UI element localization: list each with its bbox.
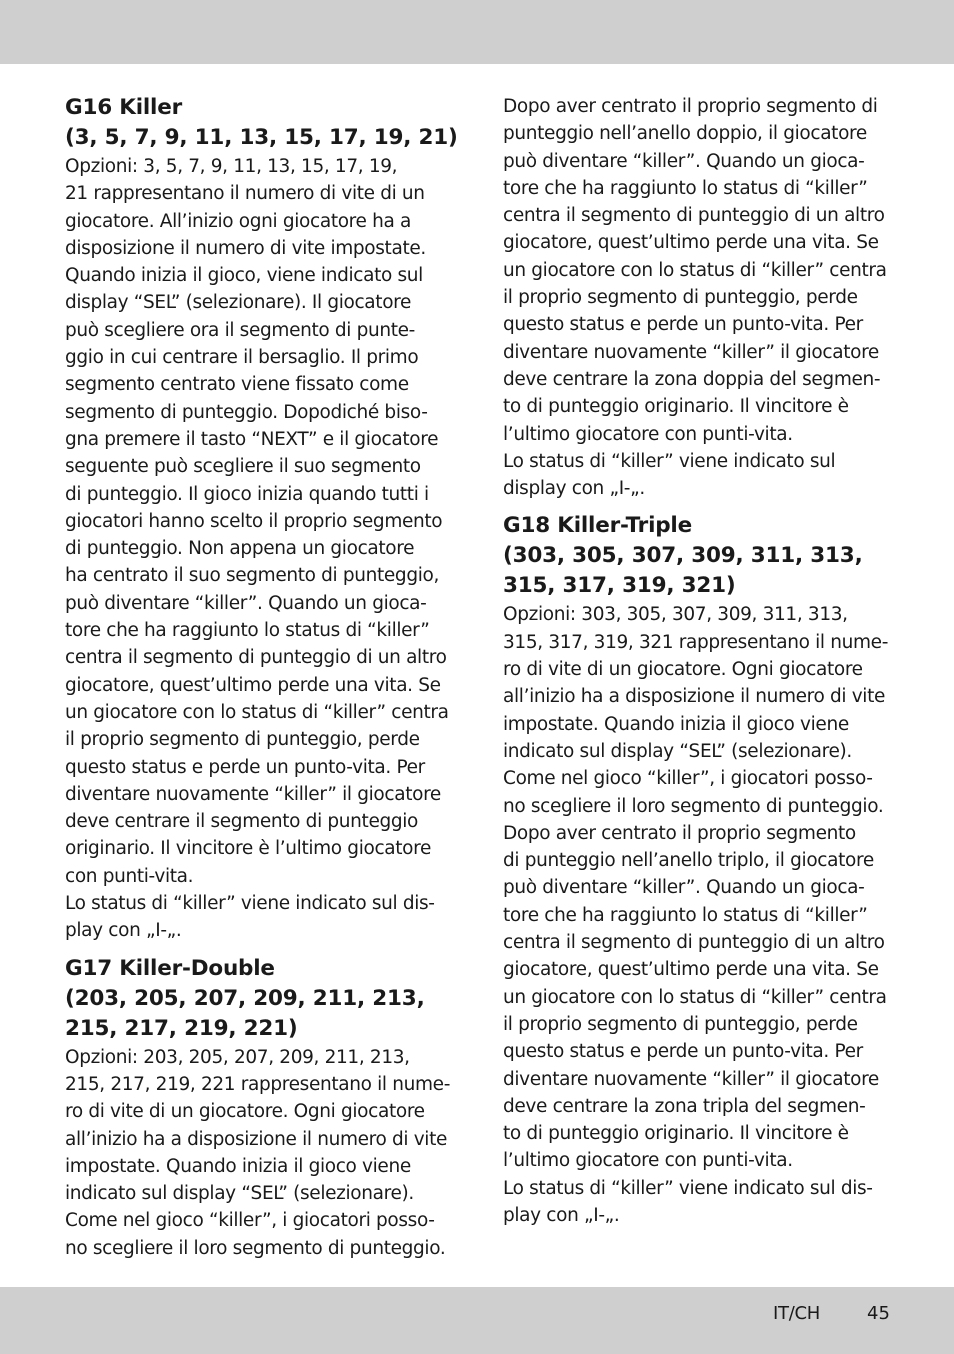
- body-line: no scegliere il loro segmento di punteggio.: [503, 795, 884, 817]
- g18-heading-line-1: G18 Killer-Triple: [503, 513, 692, 539]
- body-line: play con „I-„.: [503, 1204, 620, 1226]
- page-number: 45: [867, 1303, 890, 1324]
- body-line: giocatore, quest’ultimo perde una vita. Se: [503, 959, 879, 981]
- body-line: Lo status di “killer” viene indicato sul dis-: [503, 1177, 873, 1199]
- body-line: questo status e perde un punto-vita. Per: [503, 314, 863, 336]
- g18-body: [503, 601, 893, 1229]
- body-line: originario. Il vincitore è l’ultimo giocatore: [65, 838, 432, 860]
- body-line: deve centrare la zona tripla del segmen-: [503, 1095, 866, 1117]
- body-line: display “SEL” (selezionare). Il giocatore: [65, 292, 412, 314]
- g18-heading-line-3: 315, 317, 319, 321): [503, 573, 736, 599]
- g16-heading-line-2: (3, 5, 7, 9, 11, 13, 15, 17, 19, 21): [65, 125, 458, 150]
- body-line: Dopo aver centrato il proprio segmento di: [503, 96, 878, 117]
- body-line: to di punteggio originario. Il vincitore è: [503, 1123, 849, 1145]
- body-line: un giocatore con lo status di “killer” centra: [65, 701, 449, 723]
- body-line: Quando inizia il gioco, viene indicato sul: [65, 265, 423, 287]
- g18-heading-line-2: (303, 305, 307, 309, 311, 313,: [503, 543, 863, 569]
- body-line: centra il segmento di punteggio di un altro: [503, 205, 885, 227]
- body-line: indicato sul display “SEL” (selezionare).: [65, 1183, 414, 1205]
- body-line: tore che ha raggiunto lo status di “killer”: [503, 904, 868, 926]
- body-line: può scegliere ora il segmento di punte-: [65, 319, 415, 341]
- body-line: questo status e perde un punto-vita. Per: [65, 756, 425, 778]
- body-line: punteggio nell’anello doppio, il giocatore: [503, 123, 867, 145]
- body-line: ggio in cui centrare il bersaglio. Il primo: [65, 347, 419, 369]
- body-line: display con „I-„.: [503, 478, 645, 500]
- left-column: [65, 93, 457, 1262]
- body-line: Come nel gioco “killer”, i giocatori posso-: [503, 768, 873, 790]
- body-line: giocatore, quest’ultimo perde una vita. Se: [65, 674, 441, 696]
- body-line: giocatore. All’inizio ogni giocatore ha a: [65, 210, 411, 232]
- body-line: play con „I-„.: [65, 920, 182, 942]
- body-line: questo status e perde un punto-vita. Per: [503, 1041, 863, 1063]
- body-line: all’inizio ha a disposizione il numero di vite: [65, 1128, 448, 1150]
- body-line: gna premere il tasto “NEXT” e il giocatore: [65, 428, 439, 450]
- body-line: di punteggio nell’anello triplo, il giocatore: [503, 850, 874, 872]
- g17-heading-line-3: 215, 217, 219, 221): [65, 1015, 298, 1041]
- body-line: giocatori hanno scelto il proprio segmento: [65, 510, 443, 532]
- body-line: 215, 217, 219, 221 rappresentano il nume-: [65, 1073, 451, 1095]
- body-line: Lo status di “killer” viene indicato sul: [503, 450, 836, 472]
- body-line: giocatore, quest’ultimo perde una vita. Se: [503, 232, 879, 254]
- body-line: disposizione il numero di vite impostate.: [65, 237, 426, 259]
- body-line: il proprio segmento di punteggio, perde: [503, 287, 858, 309]
- body-line: l’ultimo giocatore con punti-vita.: [503, 423, 793, 445]
- body-line: il proprio segmento di punteggio, perde: [65, 729, 420, 751]
- body-line: di punteggio. Il gioco inizia quando tutti i: [65, 483, 429, 505]
- g17-body: [65, 1044, 457, 1262]
- body-line: seguente può scegliere il suo segmento: [65, 456, 421, 478]
- body-line: impostate. Quando inizia il gioco viene: [65, 1155, 411, 1177]
- body-line: ro di vite di un giocatore. Ogni giocatore: [65, 1101, 425, 1123]
- g17-continued-body: [503, 93, 893, 502]
- footer-locale: IT/CH: [773, 1303, 820, 1324]
- header-band: [0, 0, 954, 64]
- body-line: diventare nuovamente “killer” il giocatore: [65, 783, 441, 805]
- body-line: centra il segmento di punteggio di un altro: [503, 932, 885, 954]
- body-line: ro di vite di un giocatore. Ogni giocatore: [503, 659, 863, 681]
- body-line: indicato sul display “SEL” (selezionare).: [503, 740, 852, 762]
- body-line: un giocatore con lo status di “killer” centra: [503, 259, 887, 281]
- body-line: Opzioni: 303, 305, 307, 309, 311, 313,: [503, 604, 848, 626]
- body-line: no scegliere il loro segmento di punteggio.: [65, 1237, 446, 1259]
- body-line: l’ultimo giocatore con punti-vita.: [503, 1150, 793, 1172]
- body-line: con punti-vita.: [65, 865, 194, 887]
- body-line: deve centrare il segmento di punteggio: [65, 811, 419, 833]
- body-line: deve centrare la zona doppia del segmen-: [503, 368, 881, 390]
- body-line: il proprio segmento di punteggio, perde: [503, 1013, 858, 1035]
- body-line: 21 rappresentano il numero di vite di un: [65, 183, 425, 205]
- body-line: Opzioni: 203, 205, 207, 209, 211, 213,: [65, 1046, 410, 1068]
- g17-heading-line-2: (203, 205, 207, 209, 211, 213,: [65, 985, 425, 1011]
- body-line: diventare nuovamente “killer” il giocatore: [503, 1068, 879, 1090]
- g16-body: [65, 153, 457, 945]
- body-line: Opzioni: 3, 5, 7, 9, 11, 13, 15, 17, 19,: [65, 156, 398, 177]
- body-line: 315, 317, 319, 321 rappresentano il nume-: [503, 631, 889, 653]
- body-line: può diventare “killer”. Quando un gioca-: [503, 150, 865, 172]
- body-line: può diventare “killer”. Quando un gioca-: [65, 592, 427, 614]
- body-line: all’inizio ha a disposizione il numero di vite: [503, 686, 886, 708]
- body-line: diventare nuovamente “killer” il giocatore: [503, 341, 879, 363]
- body-line: Dopo aver centrato il proprio segmento: [503, 822, 856, 844]
- body-line: tore che ha raggiunto lo status di “killer”: [65, 620, 430, 642]
- body-line: Lo status di “killer” viene indicato sul dis-: [65, 893, 435, 915]
- body-line: ha centrato il suo segmento di punteggio,: [65, 565, 440, 587]
- right-column: [503, 93, 893, 1229]
- body-line: di punteggio. Non appena un giocatore: [65, 538, 415, 560]
- body-line: può diventare “killer”. Quando un gioca-: [503, 877, 865, 899]
- body-line: to di punteggio originario. Il vincitore è: [503, 396, 849, 418]
- g16-heading-line-1: G16 Killer: [65, 95, 183, 120]
- body-line: centra il segmento di punteggio di un altro: [65, 647, 447, 669]
- body-line: impostate. Quando inizia il gioco viene: [503, 713, 849, 735]
- body-line: un giocatore con lo status di “killer” centra: [503, 986, 887, 1008]
- g17-heading-line-1: G17 Killer-Double: [65, 955, 275, 981]
- body-line: segmento centrato viene fissato come: [65, 374, 409, 396]
- body-line: tore che ha raggiunto lo status di “killer”: [503, 177, 868, 199]
- body-line: segmento di punteggio. Dopodiché biso-: [65, 401, 428, 423]
- body-line: Come nel gioco “killer”, i giocatori posso-: [65, 1210, 435, 1232]
